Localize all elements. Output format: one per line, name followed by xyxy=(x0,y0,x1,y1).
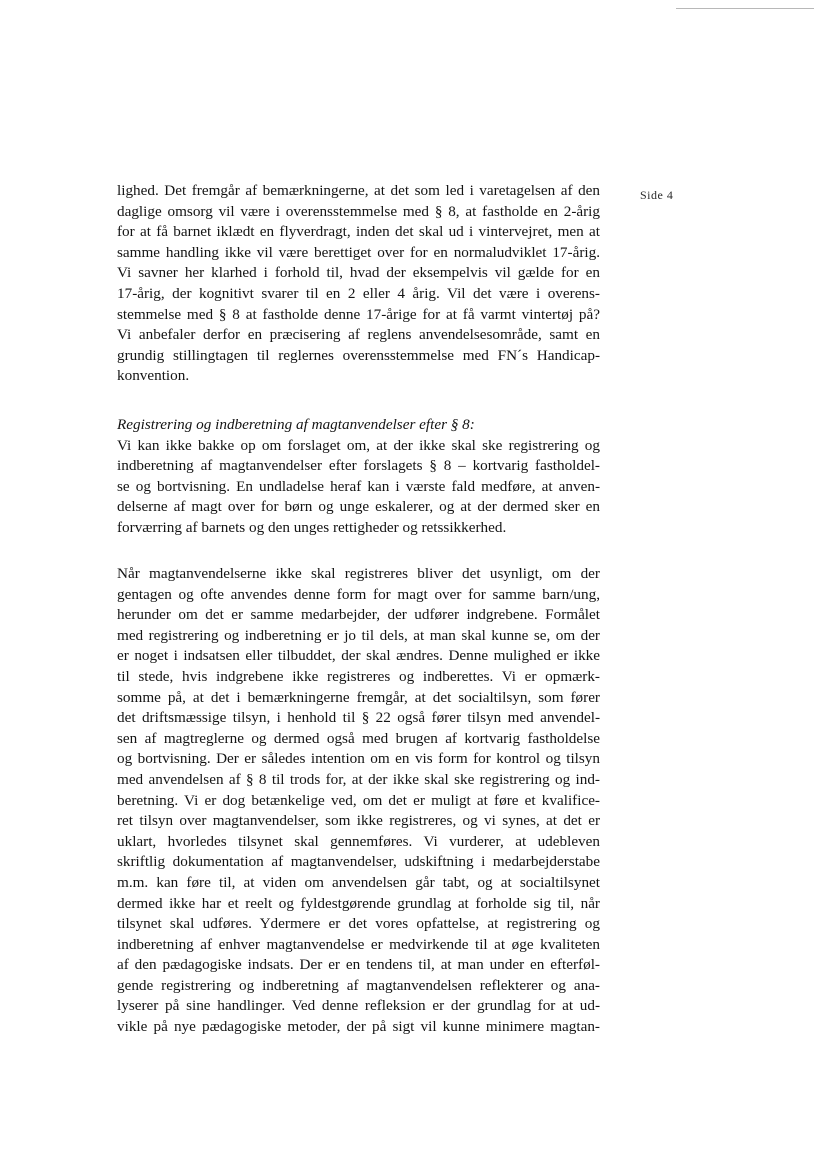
scan-edge-line xyxy=(676,8,814,9)
text-line: samme handling ikke vil være berettiget over for en normaludviklet 17-årig. xyxy=(117,243,600,261)
text-line: til stede, hvis indgrebene ikke registreres og indberettes. Vi er opmærk- xyxy=(117,667,600,685)
text-line: er noget i indsatsen eller tilbuddet, der skal ændres. Denne mulighed er ikke xyxy=(117,647,600,665)
text-line: 17-årig, der kognitivt svarer til en 2 eller 4 årig. Vil det være i overens- xyxy=(117,284,600,302)
text-line: tilsynet skal udføres. Ydermere er det vores opfattelse, at registrering og xyxy=(117,915,600,933)
text-line: lighed. Det fremgår af bemærkningerne, at det som led i varetagelsen af den xyxy=(117,182,600,199)
section-registrering xyxy=(117,415,600,539)
text-line: Vi savner her klarhed i forhold til, hvad der eksempelvis vil gælde for en xyxy=(117,264,600,282)
section-heading: Registrering og indberetning af magtanvendelser efter § 8: xyxy=(117,416,475,433)
text-line: det driftsmæssige tilsyn, i henhold til § 22 også fører tilsyn med anvendel- xyxy=(117,709,600,727)
text-line: lyserer på sine handlinger. Ved denne refleksion er der grundlag for at ud- xyxy=(117,997,600,1015)
text-line: og bortvisning. Der er således intention om en vis form for kontrol og tilsyn xyxy=(117,750,600,768)
text-line: forværring af barnets og den unges rettigheder og retssikkerhed. xyxy=(117,518,507,536)
text-line: ret tilsyn over magtanvendelser, som ikke registreres, og vi synes, at det er xyxy=(117,812,600,830)
text-line: dermed ikke har et reelt og fyldestgørende grundlag at forholde sig til, når xyxy=(117,894,600,912)
paragraph-1 xyxy=(117,181,600,387)
text-line: beretning. Vi er dog betænkelige ved, om det er muligt at føre et kvalifice- xyxy=(117,791,600,809)
text-line: gentagen og ofte anvendes denne form for magt over for samme barn/ung, xyxy=(117,585,600,603)
paragraph-3 xyxy=(117,564,600,1038)
text-line: med registrering og indberetning er jo til dels, at man skal kunne se, om der xyxy=(117,626,600,644)
text-line: gende registrering og indberetning af magtanvendelsen reflekterer og ana- xyxy=(117,976,600,994)
text-line: Når magtanvendelserne ikke skal registreres bliver det usynligt, om der xyxy=(117,565,600,582)
text-line: Vi kan ikke bakke op om forslaget om, at der ikke skal ske registrering og xyxy=(117,436,600,454)
page-number: Side 4 xyxy=(640,188,674,202)
text-line: stemmelse med § 8 at fastholde denne 17-årige for at få varmt vintertøj på? xyxy=(117,305,600,323)
text-line: grundig stillingtagen til reglernes overensstemmelse med FN´s Handicap- xyxy=(117,346,600,364)
text-line: konvention. xyxy=(117,367,190,385)
text-line: indberetning af enhver magtanvendelse er medvirkende til at øge kvaliteten xyxy=(117,935,600,953)
text-line: sen af magtreglerne og dermed også med brugen af kortvarig fastholdelse xyxy=(117,729,600,747)
text-line: vikle på nye pædagogiske metoder, der på sigt vil kunne minimere magtan- xyxy=(117,1018,600,1036)
text-line: m.m. kan føre til, at viden om anvendelsen går tabt, og at socialtilsynet xyxy=(117,873,600,891)
text-line: skriftlig dokumentation af magtanvendelser, udskiftning i medarbejderstabe xyxy=(117,853,600,871)
text-line: af den pædagogiske indsats. Der er en tendens til, at man under en efterføl- xyxy=(117,956,600,974)
text-line: se og bortvisning. En undladelse heraf kan i værste fald medføre, at anven- xyxy=(117,477,600,495)
text-line: for at få barnet iklædt en flyverdragt, inden det skal ud i vintervejret, men at xyxy=(117,223,600,241)
text-line: Vi anbefaler derfor en præcisering af reglens anvendelsesområde, samt en xyxy=(117,326,600,344)
text-line: daglige omsorg vil være i overensstemmelse med § 8, at fastholde en 2-årig xyxy=(117,202,600,220)
text-line: somme på, at det i bemærkningerne fremgår, at det socialtilsyn, som fører xyxy=(117,688,600,706)
text-line: med anvendelsen af § 8 til trods for, at der ikke skal ske registrering og ind- xyxy=(117,770,600,788)
text-line: delserne af magt over for børn og unge eskalerer, og at der dermed sker en xyxy=(117,498,600,516)
text-line: indberetning af magtanvendelser efter forslagets § 8 – kortvarig fastholdel- xyxy=(117,457,600,475)
text-line: uklart, hvorledes tilsynet skal gennemføres. Vi vurderer, at udebleven xyxy=(117,832,600,850)
text-line: herunder om det er samme medarbejder, der udfører indgrebene. Formålet xyxy=(117,606,600,624)
